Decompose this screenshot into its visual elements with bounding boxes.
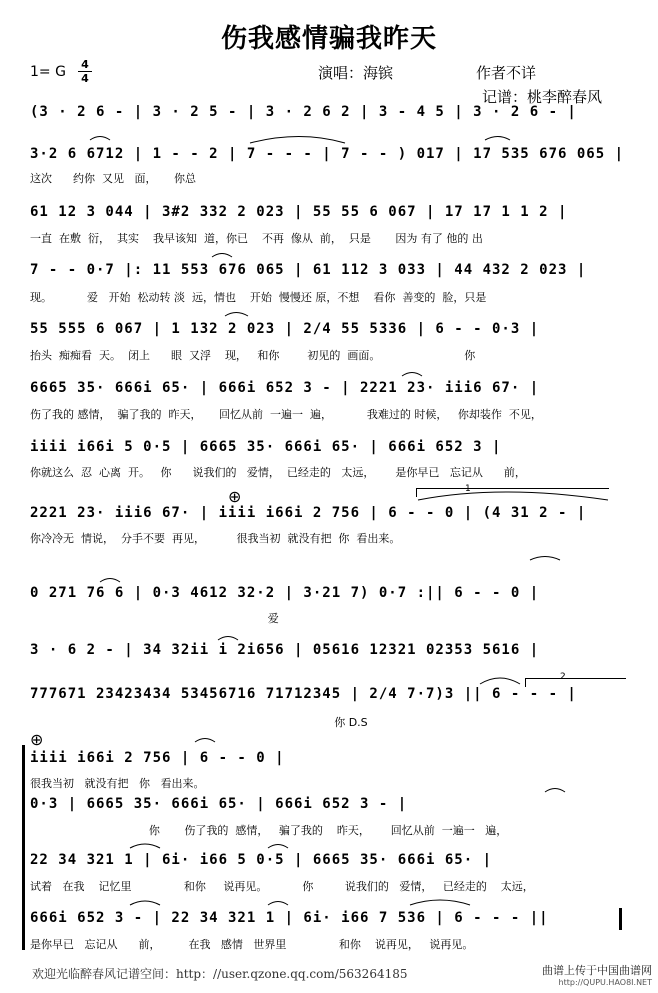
lyric-row-7: 你就这么 忍 心离 开。 你 说我们的 爱情， 已经走的 太远， 是你早已 忘记从 前， — [30, 466, 526, 479]
notation-row-11: 777671 23423434 53456716 71712345 | 2/4 7·7)3 || 6 - - - | — [30, 686, 577, 702]
lyric-row-9: 爱 — [30, 612, 279, 625]
lyric-row-6: 伤了我的 感情， 骗了我的 昨天， 回忆从前 一遍一 遍， 我难过的 时候， 你却装作 不见， — [30, 408, 542, 421]
lyric-row-4: 现。 爱 开始 松动转 淡 远，情也 开始 慢慢还 原，不想 看你 善变的 脸，只是 — [30, 291, 487, 304]
notation-row-3: 61 12 3 044 | 3#2 332 2 023 | 55 55 6 067 | 17 17 1 1 2 | — [30, 204, 568, 220]
lyric-row-12: 很我当初 就没有把 你 看出来。 — [30, 777, 205, 790]
lyric-row-8: 你冷冷无 情说， 分手不要 再见， 很我当初 就没有把 你 看出来。 — [30, 532, 401, 545]
lyric-row-13: 你 伤了我的 感情， 骗了我的 昨天， 回忆从前 一遍一 遍， — [30, 824, 508, 837]
notation-row-14: 22 34 321 1 | 6i· i66 5 0·5 | 6665 35· 666i 65· | — [30, 852, 493, 868]
notation-row-15: 666i 652 3 - | 22 34 321 1 | 6i· i66 7 536 | 6 - - - || — [30, 910, 549, 926]
lyric-row-5: 抬头 痴痴看 天。 闭上 眼 又浮 现， 和你 初见的 画面。 你 — [30, 349, 476, 362]
notation-row-12: iiii i66i 2 756 | 6 - - 0 | — [30, 750, 285, 766]
notation-row-13: 0·3 | 6665 35· 666i 65· | 666i 652 3 - | — [30, 796, 408, 812]
volta-bracket-2 — [525, 678, 626, 687]
watermark-line-2: http://QUPU.HAO8I.NET — [558, 978, 652, 987]
coda-bracket — [22, 745, 30, 950]
notation-row-7: iiii i66i 5 0·5 | 6665 35· 666i 65· | 666i 652 3 | — [30, 439, 502, 455]
singer-credit: 演唱：海镔 — [318, 64, 394, 82]
key-signature: 1= G — [30, 64, 66, 80]
song-title: 伤我感情骗我昨天 — [220, 24, 437, 54]
notation-row-10: 3 · 6 2 - | 34 32ii i 2i656 | 05616 12321 02353 5616 | — [30, 642, 540, 658]
author-credit: 作者不详 — [476, 64, 537, 82]
notation-row-6: 6665 35· 666i 65· | 666i 652 3 - | 2221 23· iii6 67· | — [30, 380, 540, 396]
site-watermark — [542, 965, 652, 989]
lyric-row-15: 是你早已 忘记从 前， 在我 感情 世界里 和你 说再见， 说再见。 — [30, 938, 474, 951]
footer-note: 欢迎光临醉春风记谱空间：http：//user.qzone.qq.com/563264185 — [32, 967, 408, 981]
lyric-row-2: 这次 约你 又见 面， 你总 — [30, 172, 196, 185]
lyric-row-14: 试着 在我 记忆里 和你 说再见。 你 说我们的 爱情， 已经走的 太远， — [30, 880, 534, 893]
volta-number-2: 2 — [560, 672, 566, 682]
coda-sign-1: ⊕ — [228, 487, 242, 506]
time-top: 4 — [81, 58, 89, 71]
notation-row-9: 0 271 76 6 | 0·3 4612 32·2 | 3·21 7) 0·7 :|| 6 - - 0 | — [30, 585, 540, 601]
lyric-row-3: 一直 在敷 衍， 其实 我早该知 道，你已 不再 像从 前， 只是 因为 有了 他的 出 — [30, 232, 483, 245]
notation-row-5: 55 555 6 067 | 1 132 2 023 | 2/4 55 5336 | 6 - - 0·3 | — [30, 321, 540, 337]
notation-row-4: 7 - - 0·7 |: 11 553 676 065 | 61 112 3 033 | 44 432 2 023 | — [30, 262, 587, 278]
notation-row-2: 3·2 6 6712 | 1 - - 2 | 7 - - - | 7 - - ) 017 | 17 535 676 065 | — [30, 146, 625, 162]
volta-number-1: 1 — [465, 484, 471, 494]
coda-sign-2: ⊕ — [30, 730, 44, 749]
volta-bracket-1 — [416, 488, 609, 497]
scribe-credit: 记谱：桃李醉春风 — [482, 88, 603, 106]
watermark-line-1: 曲谱上传于中国曲谱网 — [542, 964, 652, 977]
final-barline — [619, 908, 622, 930]
time-bottom: 4 — [81, 72, 89, 85]
lyric-row-11: 你 D.S — [30, 716, 368, 729]
notation-row-1: (3 · 2 6 - | 3 · 2 5 - | 3 · 2 6 2 | 3 - 4 5 | 3 · 2 6 - | — [30, 104, 577, 120]
notation-row-8: 2221 23· iii6 67· | iiii i66i 2 756 | 6 - - 0 | (4 31 2 - | — [30, 505, 587, 521]
